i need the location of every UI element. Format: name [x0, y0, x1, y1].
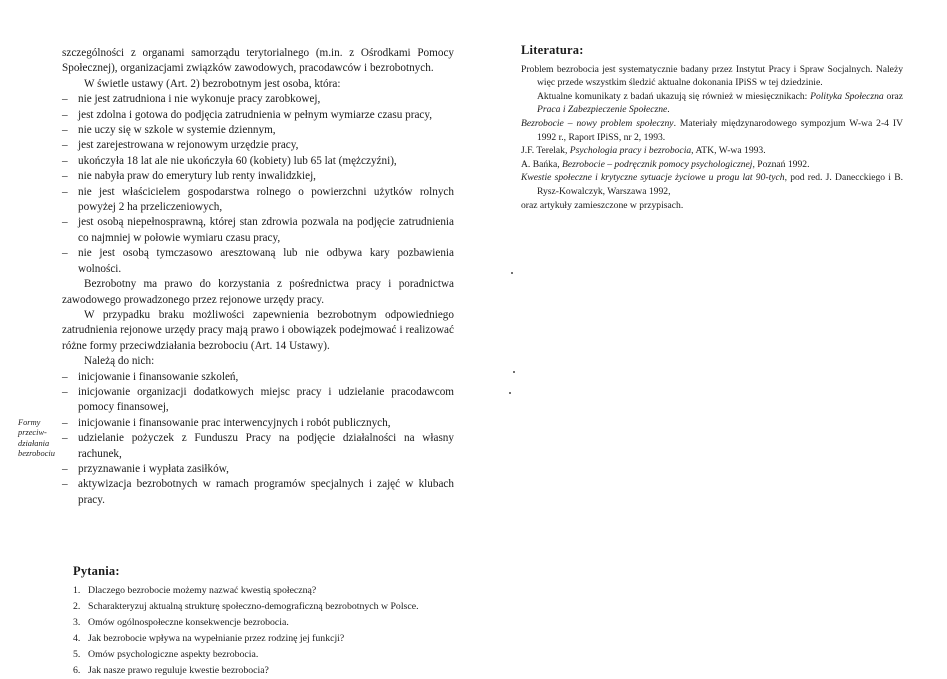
form-item: – inicjowanie organizacji dodatkowych miejsc pracy i udzielanie pracodawcom pomocy finansowej, — [62, 385, 454, 416]
paragraph-offices-duties: W przypadku braku możliwości zapewnienia bezrobotnym odpowiedniego zatrudnienia rejonowe urzędy pracy mają prawo i obowiązek podejmować i realizować różne formy przeciwdziałania bezrobociu (Art. 14 Ustawy). — [62, 308, 454, 352]
questions-heading: Pytania: — [73, 564, 120, 578]
question-item: 3. Omów ogólnospołeczne konsekwencje bezrobocia. — [73, 617, 289, 628]
reference-item: A. Bańka, Bezrobocie – podręcznik pomocy psychologicznej, Poznań 1992. — [521, 158, 810, 170]
forms-list — [62, 370, 454, 509]
reference-item: J.F. Terelak, Psychologia pracy i bezrobocia, ATK, W-wa 1993. — [521, 145, 766, 157]
paragraph-organs: szczególności z organami samorządu terytorialnego (m.in. z Ośrodkami Pomocy Społecznej), organizacjami związków zawodowych, pracodawców i bezrobotnych. — [62, 47, 454, 75]
question-item: 4. Jak bezrobocie wpływa na wypełnianie przez rodzinę jej funkcji? — [73, 633, 345, 644]
condition-item: – nie jest właścicielem gospodarstwa rolnego o powierzchni użytków rolnych powyżej 2 ha przeliczeniowych, — [62, 185, 454, 216]
literature-journals: Aktualne komunikaty z badań ukazują się również w miesięcznikach: Polityka Społeczna oraz Praca i Zabezpieczenie Społeczne. — [537, 90, 903, 116]
paragraph-unemployed-definition: W świetle ustawy (Art. 2) bezrobotnym jest osoba, która: — [84, 77, 341, 90]
conditions-list — [62, 92, 454, 277]
literature-heading: Literatura: — [521, 43, 584, 57]
question-item: 6. Jak nasze prawo reguluje kwestie bezrobocia? — [73, 665, 269, 676]
condition-item: – jest zarejestrowana w rejonowym urzędzie pracy, — [62, 138, 454, 153]
condition-item: – nie jest zatrudniona i nie wykonuje pracy zarobkowej, — [62, 92, 454, 107]
questions-section — [73, 563, 473, 679]
form-item: – aktywizacja bezrobotnych w ramach programów specjalnych i zajęć w klubach pracy. — [62, 477, 454, 508]
margin-note-forms: Formy przeciw-działania bezrobociu — [18, 418, 55, 459]
form-item: – inicjowanie i finansowanie szkoleń, — [62, 370, 454, 385]
form-item: – inicjowanie i finansowanie prac interwencyjnych i robót publicznych, — [62, 416, 454, 431]
condition-item: – ukończyła 18 lat ale nie ukończyła 60 (kobiety) lub 65 lat (mężczyźni), — [62, 154, 454, 169]
form-item: – udzielanie pożyczek z Funduszu Pracy na podjęcie działalności na własny rachunek, — [62, 431, 454, 462]
reference-item: Kwestie społeczne i krytyczne sytuacje życiowe u progu lat 90-tych, pod red. J. Danecckiego i B. Rysz-Kowalczyk, Warszawa 1992, — [521, 172, 903, 197]
question-item: 1. Dlaczego bezrobocie możemy nazwać kwestią społeczną? — [73, 585, 317, 596]
question-item: 5. Omów psychologiczne aspekty bezrobocia. — [73, 649, 259, 660]
right-page-column — [521, 44, 903, 670]
question-item: 2. Scharakteryzuj aktualną strukturę społeczno-demograficzną bezrobotnych w Polsce. — [73, 601, 419, 612]
condition-item: – jest zdolna i gotowa do podjęcia zatrudnienia w pełnym wymiarze czasu pracy, — [62, 108, 454, 123]
form-item: – przyznawanie i wypłata zasiłków, — [62, 462, 454, 477]
reference-item: oraz artykuły zamieszczone w przypisach. — [521, 199, 684, 211]
condition-item: – jest osobą niepełnosprawną, której stan zdrowia pozwala na podjęcie zatrudnienia co najmniej w połowie wymiaru czasu pracy, — [62, 215, 454, 246]
questions-list — [73, 583, 473, 679]
paragraph-rights: Bezrobotny ma prawo do korzystania z pośrednictwa pracy i poradnictwa zawodowego prowadzonego przez rejonowe urzędy pracy. — [62, 278, 454, 306]
condition-item: – nie jest osobą tymczasowo aresztowaną lub nie odbywa kary pozbawienia wolności. — [62, 246, 454, 277]
literature-intro: Problem bezrobocia jest systematycznie badany przez Instytut Pracy i Spraw Socjalnych. Należy więc przede wszystkim śledzić aktualne dokonania IPiSS w tej dziedzinie. — [521, 63, 903, 89]
condition-item: – nie uczy się w szkole w systemie dziennym, — [62, 123, 454, 138]
paragraph-forms-intro: Należą do nich: — [84, 355, 155, 368]
condition-item: – nie nabyła praw do emerytury lub renty inwalidzkiej, — [62, 169, 454, 184]
reference-item: Bezrobocie – nowy problem społeczny. Materiały międzynarodowego sympozjum W-wa 2-4 IV 1992 r., Raport IPiSS, nr 2, 1993. — [521, 117, 903, 143]
